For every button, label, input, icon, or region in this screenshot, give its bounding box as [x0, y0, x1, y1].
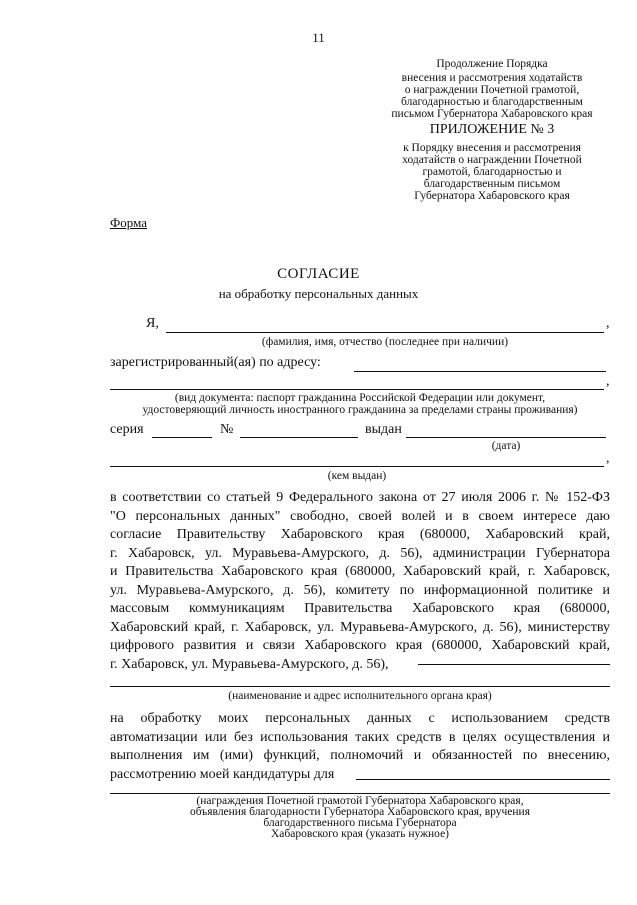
organ-caption: (наименование и адрес исполнительного органа края)	[228, 690, 492, 702]
number-label: №	[220, 422, 234, 437]
body-line: Хабаровский край, г. Хабаровск, ул. Муравьева-Амурского, д. 56), министерству	[110, 619, 610, 635]
name-input-line[interactable]	[166, 332, 604, 333]
body-line: согласие Правительству Хабаровского края (680000, Хабаровский край,	[110, 527, 610, 542]
document-comma: ,	[606, 374, 610, 389]
appendix-line-1: к Порядку внесения и рассмотрения	[403, 142, 581, 154]
series-input-line[interactable]	[152, 437, 212, 438]
consent-body	[110, 489, 610, 674]
organ-input-line-1[interactable]	[418, 664, 610, 665]
registered-label: зарегистрированный(ая) по адресу:	[110, 355, 321, 370]
issued-by-comma: ,	[606, 451, 610, 466]
appendix-title: ПРИЛОЖЕНИЕ № 3	[429, 122, 555, 137]
award-caption-2: объявления благодарности Губернатора Хабаровского края, вручения	[189, 806, 531, 818]
body-line: г. Хабаровск, ул. Муравьева-Амурского, д. 56), администрации Губернатора	[110, 545, 610, 561]
organ-input-line-2[interactable]	[110, 686, 610, 687]
award-input-line-1[interactable]	[356, 779, 610, 780]
number-input-line[interactable]	[240, 437, 358, 438]
document-caption-2: удостоверяющий личность иностранного гражданина за пределами страны проживания)	[142, 404, 578, 416]
name-caption: (фамилия, имя, отчество (последнее при наличии)	[261, 336, 509, 348]
body-line: цифрового развития и связи Хабаровского края (680000, Хабаровский край,	[110, 638, 610, 653]
body-line: и Правительства Хабаровского края (680000, Хабаровский край, г. Хабаровск,	[110, 564, 610, 579]
date-caption: (дата)	[491, 440, 521, 452]
date-input-line[interactable]	[406, 437, 606, 438]
header-continuation-2: внесения и рассмотрения ходатайств	[401, 72, 583, 84]
body-line: в соответствии со статьей 9 Федерального закона от 27 июля 2006 г. № 152-ФЗ	[110, 490, 610, 505]
name-comma: ,	[606, 316, 610, 331]
document-caption-1: (вид документа: паспорт гражданина Российской Федерации или документ,	[174, 392, 546, 404]
appendix-line-5: Губернатора Хабаровского края	[414, 190, 570, 202]
header-continuation-5: письмом Губернатора Хабаровского края	[391, 108, 593, 120]
address-input-line[interactable]	[354, 371, 606, 372]
body-line: г. Хабаровск, ул. Муравьева-Амурского, д. 56),	[110, 656, 389, 672]
award-input-line-2[interactable]	[110, 793, 610, 794]
header-continuation-3: о награждении Почетной грамотой,	[404, 84, 580, 96]
issued-by-input-line[interactable]	[110, 466, 604, 467]
header-continuation-4: благодарностью и благодарственным	[401, 96, 583, 108]
appendix-line-4: благодарственным письмом	[423, 178, 561, 190]
header-continuation-1: Продолжение Порядка	[436, 58, 548, 70]
award-caption-3: благодарственного письма Губернатора	[263, 817, 457, 829]
form-label: Форма	[110, 215, 147, 230]
body-line: ул. Муравьева-Амурского, д. 56), комитету по информационной политике и	[110, 582, 610, 598]
issued-label: выдан	[365, 422, 402, 437]
award-caption-4: Хабаровского края (указать нужное)	[270, 828, 449, 840]
page-number: 11	[312, 30, 325, 45]
body-line: "О персональных данных" свободно, своей волей и в своем интересе даю	[110, 508, 610, 524]
appendix-line-3: грамотой, благодарностью и	[422, 166, 562, 178]
issued-by-caption: (кем выдан)	[327, 470, 387, 482]
appendix-line-2: ходатайств о награждении Почетной	[402, 154, 582, 166]
body-line: массовым коммуникациям Правительства Хабаровского края (680000,	[110, 601, 610, 616]
purpose-line: выполнения им (ими) функций, полномочий и обязанностей по внесению,	[110, 748, 610, 763]
purpose-paragraph	[110, 710, 610, 784]
ya-label: Я,	[146, 316, 159, 331]
purpose-line: на обработку моих персональных данных с использованием средств	[110, 711, 610, 726]
purpose-line: автоматизации или без использования таких средств в целях осуществления и	[110, 729, 610, 745]
award-caption-1: (награждения Почетной грамотой Губернатора Хабаровского края,	[196, 795, 524, 807]
document-input-line[interactable]	[110, 389, 604, 390]
purpose-line: рассмотрению моей кандидатуры для	[110, 766, 335, 782]
document-title: СОГЛАСИЕ	[277, 266, 360, 282]
series-label: серия	[110, 422, 144, 437]
document-subtitle: на обработку персональных данных	[218, 286, 419, 301]
